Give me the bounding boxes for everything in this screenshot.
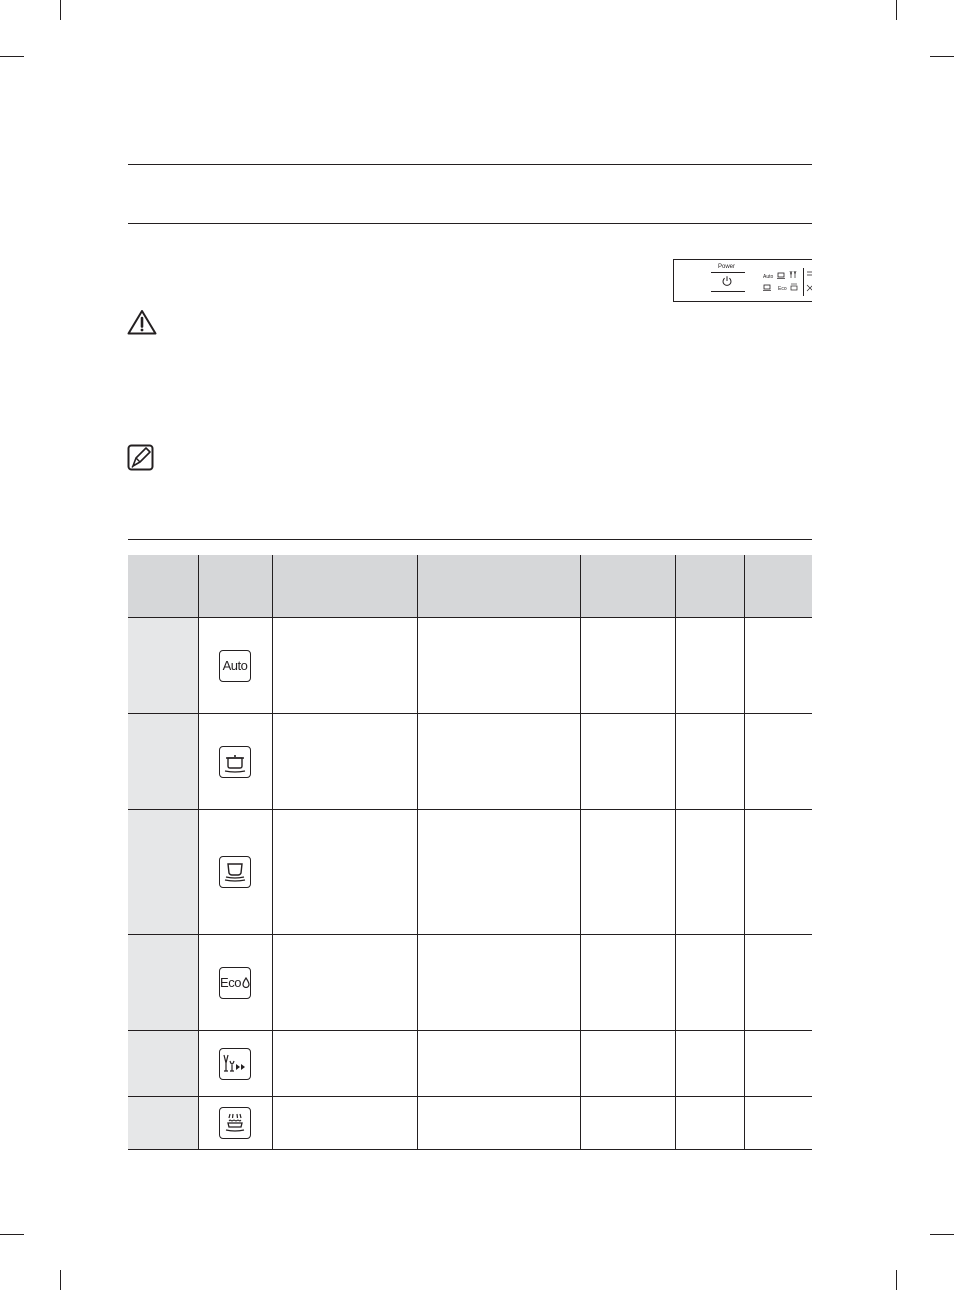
normal-program-icon <box>219 856 251 888</box>
table-cell <box>744 810 812 935</box>
table-cell <box>272 1097 417 1150</box>
panel-eco-label: Eco <box>778 286 787 292</box>
icon-cell <box>198 714 272 810</box>
row-header-cell <box>128 935 198 1031</box>
table-cell <box>417 935 580 1031</box>
table-header-cell <box>417 555 580 618</box>
table-cell <box>675 810 744 935</box>
header-rule-bottom <box>128 223 812 224</box>
table-cell <box>417 810 580 935</box>
crop-mark <box>60 1270 61 1290</box>
crop-mark <box>60 0 61 20</box>
power-bar-top <box>711 272 745 273</box>
delicate-quick-program-icon <box>219 1048 251 1080</box>
table-header-cell <box>128 555 198 618</box>
auto-icon-text: Auto <box>222 658 248 673</box>
panel-auto-label: Auto <box>763 274 774 280</box>
panel-normal-icon <box>763 284 771 291</box>
table-row <box>128 618 812 714</box>
auto-program-icon <box>219 650 251 682</box>
table-row <box>128 810 812 935</box>
table-row <box>128 714 812 810</box>
panel-divider <box>803 268 804 296</box>
table-header-cell <box>580 555 675 618</box>
icon-cell <box>198 618 272 714</box>
table-cell <box>580 1031 675 1097</box>
panel-option-icon <box>806 270 812 294</box>
table-cell <box>580 935 675 1031</box>
icon-cell <box>198 1031 272 1097</box>
row-header-cell <box>128 618 198 714</box>
icon-cell <box>198 1097 272 1150</box>
panel-pot-icon <box>777 272 785 279</box>
table-header-cell <box>675 555 744 618</box>
control-panel-illustration <box>673 259 812 302</box>
table-cell <box>580 810 675 935</box>
power-icon <box>721 275 733 287</box>
power-bar-bottom <box>711 291 745 292</box>
crop-mark <box>896 0 897 20</box>
table-row <box>128 1031 812 1097</box>
panel-rinse-icon <box>790 283 798 291</box>
row-header-cell <box>128 714 198 810</box>
table-cell <box>417 714 580 810</box>
rinse-program-icon <box>219 1107 251 1139</box>
table-cell <box>744 618 812 714</box>
icon-cell <box>198 810 272 935</box>
table-cell <box>675 714 744 810</box>
table-cell <box>417 618 580 714</box>
table-cell <box>417 1097 580 1150</box>
eco-program-icon <box>219 967 251 999</box>
table-cell <box>675 935 744 1031</box>
crop-mark <box>930 1234 954 1235</box>
crop-mark <box>896 1270 897 1290</box>
table-cell <box>675 1097 744 1150</box>
table-header-cell <box>744 555 812 618</box>
table-row <box>128 935 812 1031</box>
table-cell <box>675 1031 744 1097</box>
power-label: Power <box>718 264 736 270</box>
table-cell <box>580 1097 675 1150</box>
row-header-cell <box>128 1031 198 1097</box>
table-cell <box>744 714 812 810</box>
program-table <box>128 555 812 1150</box>
table-cell <box>272 714 417 810</box>
table-cell <box>744 935 812 1031</box>
crop-mark <box>0 56 24 57</box>
table-cell <box>744 1097 812 1150</box>
table-cell <box>272 810 417 935</box>
intensive-pot-program-icon <box>219 746 251 778</box>
table-header-row <box>128 555 812 618</box>
table-cell <box>272 935 417 1031</box>
table-header-cell <box>198 555 272 618</box>
icon-cell <box>198 935 272 1031</box>
table-cell <box>272 618 417 714</box>
panel-glass-icon <box>789 271 799 279</box>
crop-mark <box>0 1234 24 1235</box>
table-row <box>128 1097 812 1150</box>
header-rule-top <box>128 164 812 165</box>
row-header-cell <box>128 1097 198 1150</box>
row-header-cell <box>128 810 198 935</box>
table-cell <box>675 618 744 714</box>
table-cell <box>580 714 675 810</box>
caution-icon <box>127 309 157 335</box>
table-cell <box>744 1031 812 1097</box>
table-cell <box>580 618 675 714</box>
section-rule <box>128 539 812 540</box>
eco-icon-text: Eco <box>220 975 241 990</box>
table-header-cell <box>272 555 417 618</box>
table-cell <box>272 1031 417 1097</box>
crop-mark <box>930 56 954 57</box>
water-drop-icon <box>242 977 250 988</box>
table-cell <box>417 1031 580 1097</box>
note-icon <box>127 444 154 471</box>
